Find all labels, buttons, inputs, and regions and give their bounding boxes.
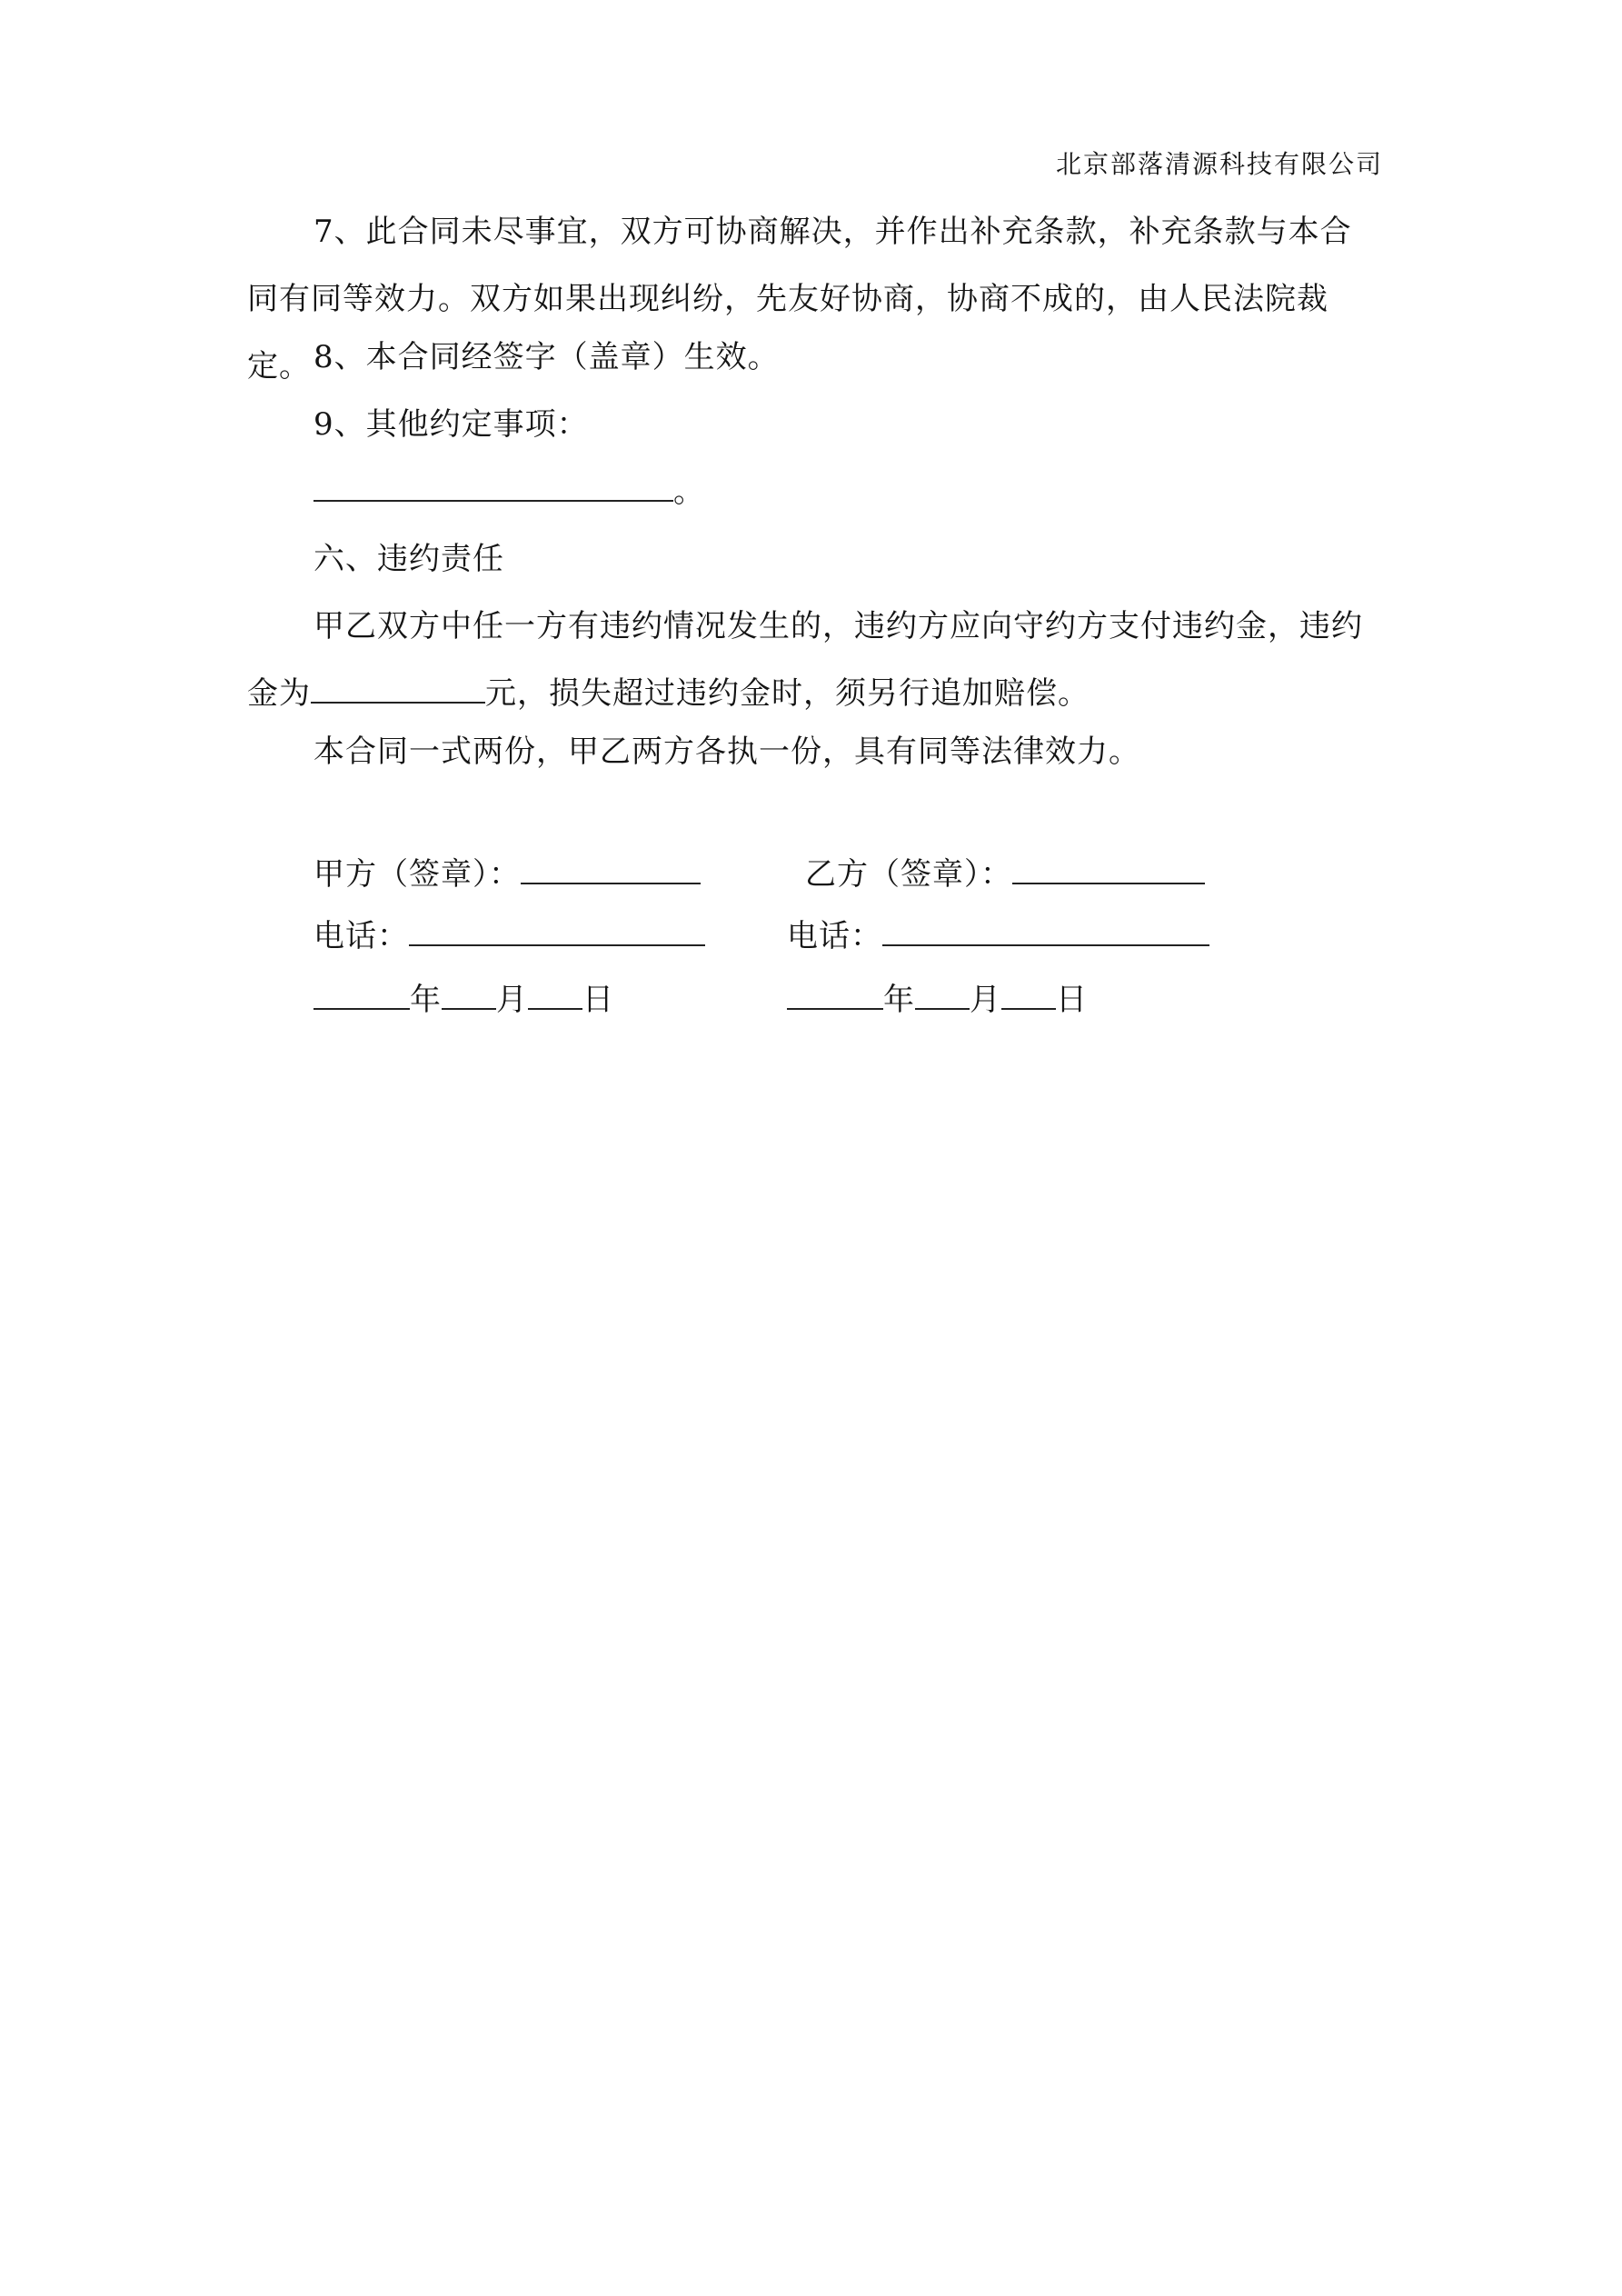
party-b-month-blank[interactable] xyxy=(915,983,970,1010)
breach-heading: 六、违约责任 xyxy=(313,541,504,577)
party-b-year-label: 年 xyxy=(883,982,915,1018)
breach-text-before: 甲乙双方中任一方有违约情况发生的，违约方应向守约方支付违约金，违约金为 xyxy=(247,608,1363,712)
party-a-phone-blank[interactable] xyxy=(409,919,705,946)
party-a-month-label: 月 xyxy=(496,982,528,1018)
party-b-day-blank[interactable] xyxy=(1001,983,1056,1010)
copies-clause: 本合同一式两份，甲乙两方各执一份，具有同等法律效力。 xyxy=(313,734,1140,770)
party-a-label: 甲方（签章）： xyxy=(313,856,521,893)
party-a-month-blank[interactable] xyxy=(442,983,496,1010)
other-terms-blank[interactable] xyxy=(313,474,673,502)
clause-8: 8、本合同经签字（盖章）生效。 xyxy=(313,339,780,375)
party-b-phone-blank[interactable] xyxy=(882,919,1209,946)
party-b-year-blank[interactable] xyxy=(787,983,883,1010)
party-b-month-label: 月 xyxy=(970,982,1001,1018)
party-a-phone-row xyxy=(313,916,705,956)
clause-9-blank-line xyxy=(247,458,1374,525)
party-b-day-label: 日 xyxy=(1056,982,1088,1018)
breach-text xyxy=(247,593,1374,727)
party-b-phone-label: 电话： xyxy=(787,918,882,954)
party-a-sign-blank[interactable] xyxy=(521,857,701,884)
clause-9: 9、其他约定事项： xyxy=(313,406,589,443)
party-a-date-row xyxy=(313,980,614,1020)
party-a-year-label: 年 xyxy=(410,982,442,1018)
company-header: 北京部落清源科技有限公司 xyxy=(1055,149,1383,179)
party-b-sign-blank[interactable] xyxy=(1012,857,1205,884)
breach-text-after: 元，损失超过违约金时，须另行追加赔偿。 xyxy=(485,675,1090,712)
party-b-sign-row xyxy=(805,854,1205,894)
party-b-date-row xyxy=(787,980,1088,1020)
party-b-phone-row xyxy=(787,916,1209,956)
clause-9-end: 。 xyxy=(673,474,705,510)
party-a-phone-label: 电话： xyxy=(313,918,409,954)
party-a-day-label: 日 xyxy=(582,982,614,1018)
party-a-year-blank[interactable] xyxy=(313,983,410,1010)
party-a-day-blank[interactable] xyxy=(528,983,582,1010)
clause-7: 7、此合同未尽事宜，双方可协商解决，并作出补充条款，补充条款与本合同有同等效力。双方如果出现纠纷，先友好协商，协商不成的，由人民法院裁定。 xyxy=(247,214,1352,384)
penalty-amount-blank[interactable] xyxy=(311,676,485,704)
party-b-label: 乙方（签章）： xyxy=(805,856,1012,893)
party-a-sign-row xyxy=(313,854,701,894)
